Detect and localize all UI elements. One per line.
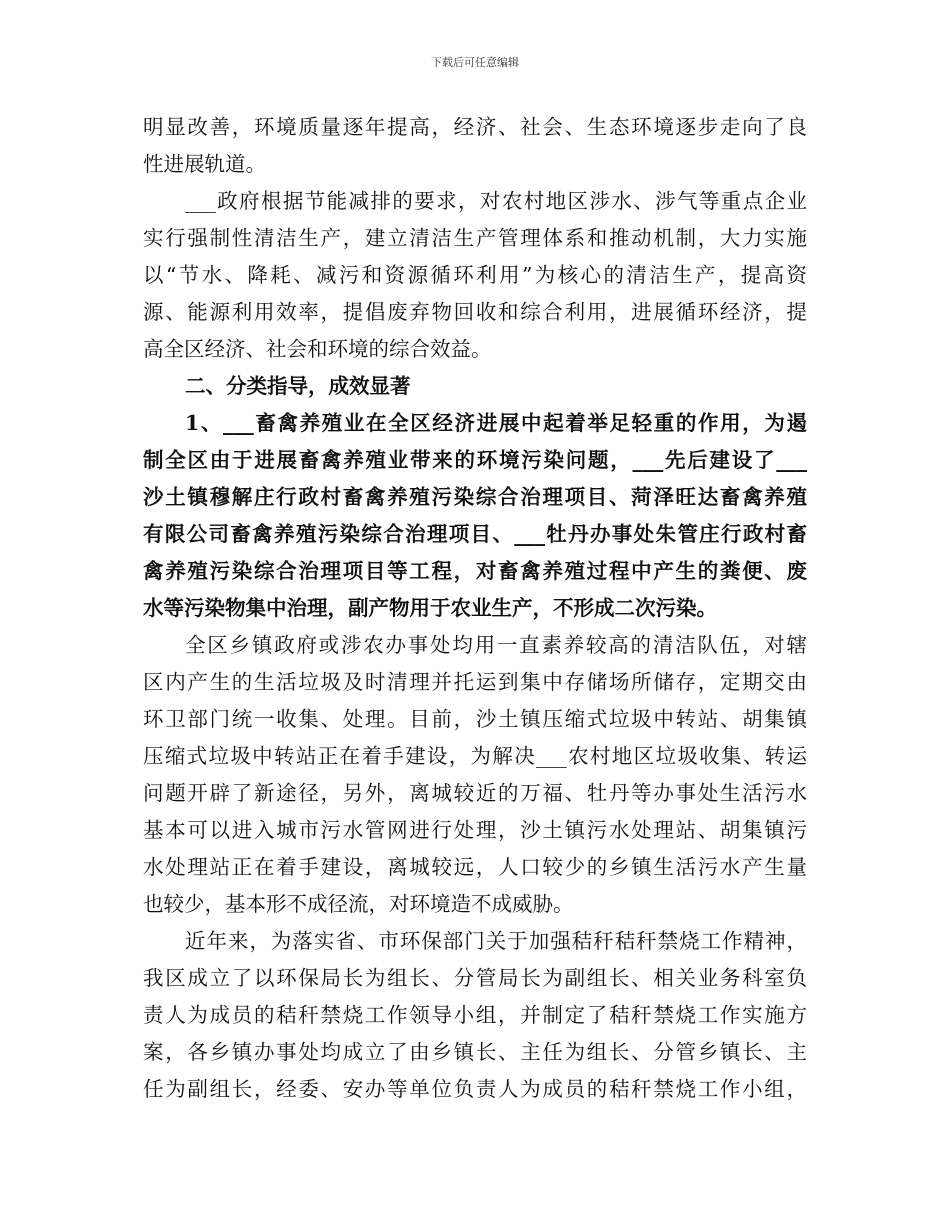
text-line: 也较少，基本形不成径流，对环境造不成威胁。 [143,892,574,916]
text-line: ___政府根据节能减排的要求，对农村地区涉水、涉气等重点企业 [185,189,807,213]
text-line: 案，各乡镇办事处均成立了由乡镇长、主任为组长、分管乡镇长、主 [143,1040,807,1064]
section-heading: 二、分类指导，成效显著 [185,374,411,398]
text-line: 源、能源利用效率，提倡废弃物回收和综合利用，进展循环经济，提 [143,300,807,324]
bold-text-line: 沙土镇穆解庄行政村畜禽养殖污染综合治理项目、菏泽旺达畜禽养殖 [143,485,807,509]
bold-text-line: 1、___畜禽养殖业在全区经济进展中起着举足轻重的作用，为遏 [185,411,807,435]
text-line: 责人为成员的秸秆禁烧工作领导小组，并制定了秸秆禁烧工作实施方 [143,1003,807,1027]
bold-text-line: 有限公司畜禽养殖污染综合治理项目、___牡丹办事处朱管庄行政村畜 [143,522,807,546]
bold-text-line: 禽养殖污染综合治理项目等工程，对畜禽养殖过程中产生的粪便、废 [143,559,807,583]
text-line: 性进展轨道。 [143,152,266,176]
text-line: 环卫部门统一收集、处理。目前，沙土镇压缩式垃圾中转站、胡集镇 [143,707,807,731]
text-line: 压缩式垃圾中转站正在着手建设，为解决___农村地区垃圾收集、转运 [143,744,807,768]
text-line: 实行强制性清洁生产，建立清洁生产管理体系和推动机制，大力实施 [143,226,807,250]
text-line: 明显改善，环境质量逐年提高，经济、社会、生态环境逐步走向了良 [143,115,807,139]
text-line: 任为副组长，经委、安办等单位负责人为成员的秸秆禁烧工作小组， [143,1077,807,1101]
text-line: 高全区经济、社会和环境的综合效益。 [143,337,492,361]
text-line: 全区乡镇政府或涉农办事处均用一直素养较高的清洁队伍，对辖 [185,633,807,657]
text-line: 基本可以进入城市污水管网进行处理，沙土镇污水处理站、胡集镇污 [143,818,807,842]
page-header: 下载后可任意编辑 [431,56,519,69]
text-line: 我区成立了以环保局长为组长、分管局长为副组长、相关业务科室负 [143,966,807,990]
bold-text-line: 水等污染物集中治理，副产物用于农业生产，不形成二次污染。 [143,596,717,620]
bold-text-line: 制全区由于进展畜禽养殖业带来的环境污染问题，___先后建设了___ [143,448,807,472]
text-line: 区内产生的生活垃圾及时清理并托运到集中存储场所储存，定期交由 [143,670,807,694]
text-line: 近年来，为落实省、市环保部门关于加强秸秆秸秆禁烧工作精神， [185,929,807,953]
text-line: 以“节水、降耗、减污和资源循环利用”为核心的清洁生产，提高资 [143,263,807,287]
text-line: 水处理站正在着手建设，离城较远，人口较少的乡镇生活污水产生量 [143,855,807,879]
text-line: 问题开辟了新途径，另外，离城较近的万福、牡丹等办事处生活污水 [143,781,807,805]
